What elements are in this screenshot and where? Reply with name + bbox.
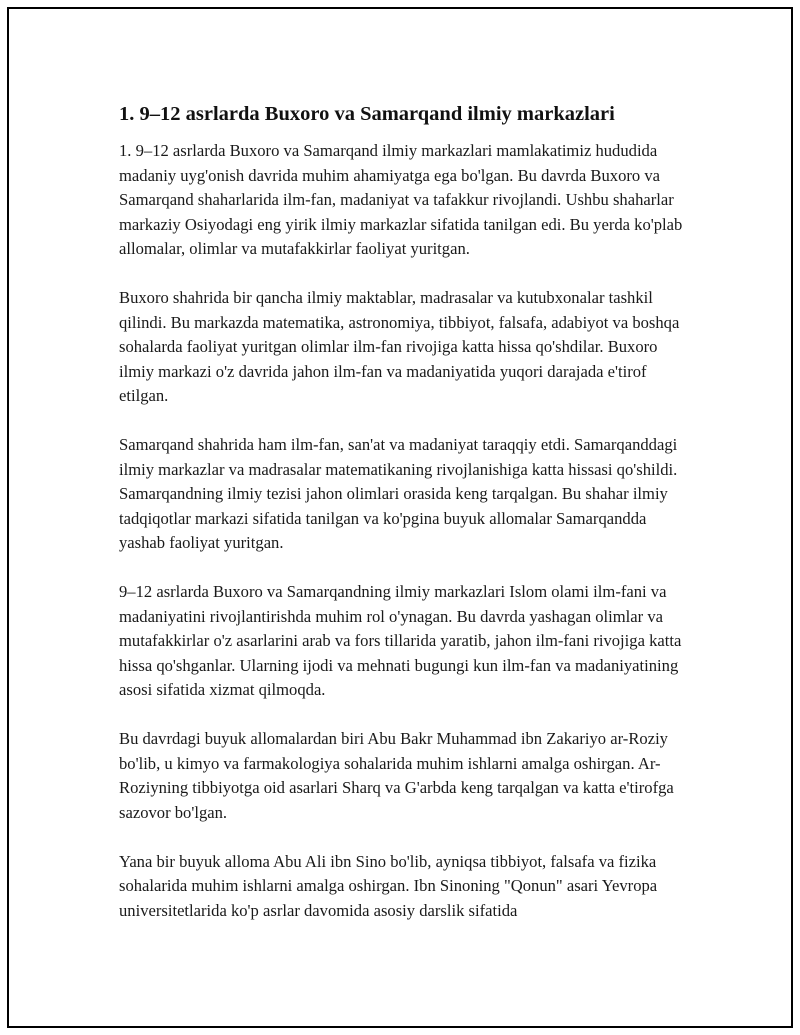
- paragraph-intro: 1. 9–12 asrlarda Buxoro va Samarqand ilmiy markazlari mamlakatimiz hududida madaniy uyg'onish davrida muhim ahamiyatga ega bo'lgan. Bu davrda Buxoro va Samarqand shaharlarida ilm-fan, madaniyat va tafakkur rivojlandi. Ushbu shaharlar markaziy Osiyodagi eng yirik ilmiy markazlar sifatida tanilgan edi. Bu yerda ko'plab allomalar, olimlar va mutafakkirlar faoliyat yuritgan.: [119, 141, 683, 258]
- paragraph-samarkand: Samarqand shahrida ham ilm-fan, san'at va madaniyat taraqqiy etdi. Samarqanddagi ilmiy markazlar va madrasalar matematikaning rivojlanishiga katta hissasi qo'shildi. Samarqandning ilmiy tezisi jahon olimlari orasida keng tarqalgan. Bu shahar ilmiy tadqiqotlar markazi sifatida tanilgan va ko'pgina buyuk allomalar Samarqandda yashab faoliyat yuritgan.: [119, 435, 678, 552]
- paragraph-islamic-world: 9–12 asrlarda Buxoro va Samarqandning ilmiy markazlari Islom olami ilm-fani va madaniyatini rivojlantirishda muhim rol o'ynagan. Bu davrda yashagan olimlar va mutafakkirlar o'z asarlarini arab va fors tillarida yaratib, jahon ilm-fani rivojiga katta hissa qo'shganlar. Ularning ijodi va mehnati bugungi kun ilm-fan va madaniyatining asosi sifatida xizmat qilmoqda.: [119, 582, 682, 699]
- paragraph-bukhara: Buxoro shahrida bir qancha ilmiy maktablar, madrasalar va kutubxonalar tashkil qilindi. Bu markazda matematika, astronomiya, tibbiyot, falsafa, adabiyot va boshqa sohalarda faoliyat yuritgan olimlar ilm-fan rivojiga katta hissa qo'shdilar. Buxoro ilmiy markazi o'z davrida jahon ilm-fan va madaniyatida yuqori darajada e'tirof etilgan.: [119, 288, 680, 405]
- document-body: [119, 101, 695, 948]
- paragraph-ibn-sino: Yana bir buyuk alloma Abu Ali ibn Sino bo'lib, ayniqsa tibbiyot, falsafa va fizika sohalarida muhim ishlarni amalga oshirgan. Ibn Sinoning "Qonun" asari Yevropa universitetlarida ko'p asrlar davomida asosiy darslik sifatida: [119, 851, 658, 920]
- page-title: 1. 9–12 asrlarda Buxoro va Samarqand ilmiy markazlari: [119, 103, 615, 125]
- paragraph-ar-roziy: Bu davrdagi buyuk allomalardan biri Abu Bakr Muhammad ibn Zakariyo ar-Roziy bo'lib, u kimyo va farmakologiya sohalarida muhim ishlarni amalga oshirgan. Ar-Roziyning tibbiyotga oid asarlari Sharq va G'arbda keng tarqalgan va katta e'tirofga sazovor bo'lgan.: [119, 729, 674, 822]
- page-frame: [7, 7, 793, 1028]
